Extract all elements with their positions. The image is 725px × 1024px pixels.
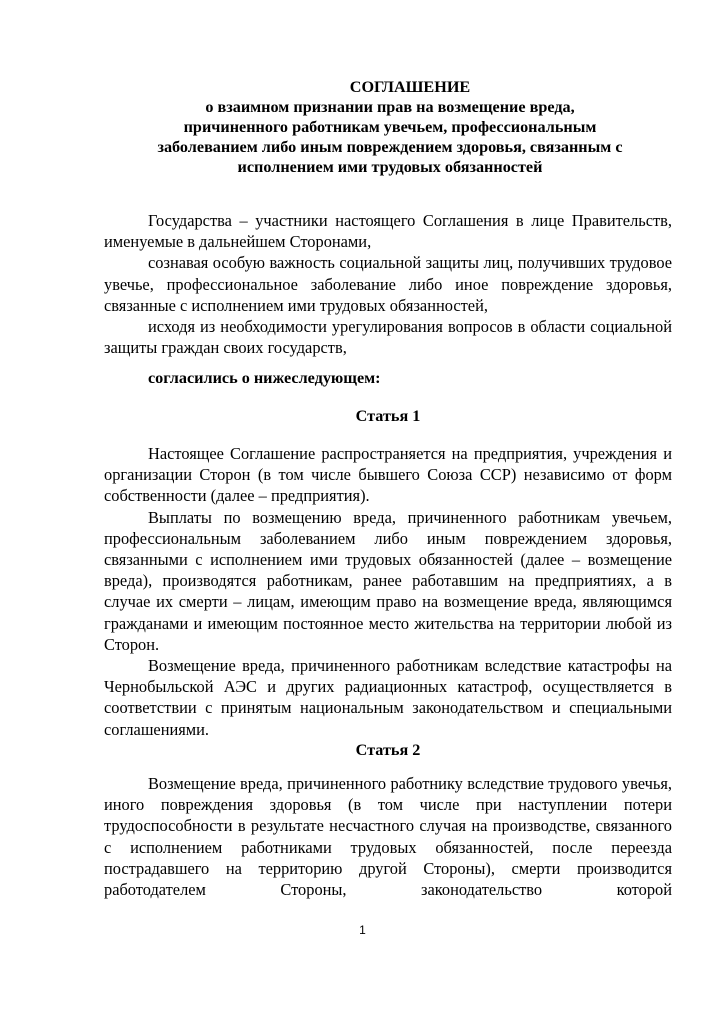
preamble-paragraph: Государства – участники настоящего Соглашения в лице Правительств, именуемые в дальнейшем Сторонами, bbox=[104, 211, 672, 252]
article-1-heading: Статья 1 bbox=[355, 407, 421, 425]
page-number: 1 bbox=[359, 923, 366, 937]
article-1-paragraph: Возмещение вреда, причиненного работникам вследствие катастрофы на Чернобыльской АЭС и других радиационных катастроф, осуществляется в соответствии с принятым национальным законодательством и специальными соглашениями. bbox=[104, 656, 672, 739]
subtitle-line: исполнением ими трудовых обязанностей bbox=[237, 158, 543, 176]
article-1-paragraph: Настоящее Соглашение распространяется на предприятия, учреждения и организации Сторон (в том числе бывшего Союза ССР) независимо от форм собственности (далее – предприятия). bbox=[104, 444, 672, 506]
subtitle-line: о взаимном признании прав на возмещение вреда, bbox=[205, 98, 575, 116]
article-2-body bbox=[104, 773, 672, 900]
article-2-paragraph: Возмещение вреда, причиненного работнику вследствие трудового увечья, иного повреждения здоровья (в том числе при наступлении потери трудоспособности в результате несчастного случая на производстве, связанного с исполнением работниками трудовых обязанностей, после переезда пострадавшего на территорию другой Стороны), смерти производится работодателем Стороны, законодательство которой bbox=[104, 774, 672, 900]
subtitle-line: причиненного работникам увечьем, профессиональным bbox=[183, 118, 597, 136]
document-title-block bbox=[100, 77, 680, 177]
article-2-heading: Статья 2 bbox=[355, 741, 421, 759]
preamble-paragraph: сознавая особую важность социальной защиты лиц, получивших трудовое увечье, профессиональное заболевание либо иное повреждение здоровья, связанные с исполнением ими трудовых обязанностей, bbox=[104, 253, 672, 315]
preamble-paragraph: исходя из необходимости урегулирования вопросов в области социальной защиты граждан своих государств, bbox=[104, 317, 672, 358]
document-title: СОГЛАШЕНИЕ bbox=[349, 78, 471, 96]
article-1-paragraph: Выплаты по возмещению вреда, причиненного работникам увечьем, профессиональным заболеванием либо иным повреждением здоровья, связанными с исполнением ими трудовых обязанностей (далее – возмещение вреда), производятся работникам, ранее работавшим на предприятиях, а в случае их смерти – лицам, имеющим право на возмещение вреда, являющимся гражданами и имеющим постоянное место жительства на территории любой из Сторон. bbox=[104, 507, 672, 654]
preamble bbox=[104, 210, 672, 358]
subtitle-line: заболеванием либо иным повреждением здоровья, связанным с bbox=[157, 138, 623, 156]
article-1-body bbox=[104, 443, 672, 740]
agreed-line: согласились о нижеследующем: bbox=[148, 369, 381, 387]
